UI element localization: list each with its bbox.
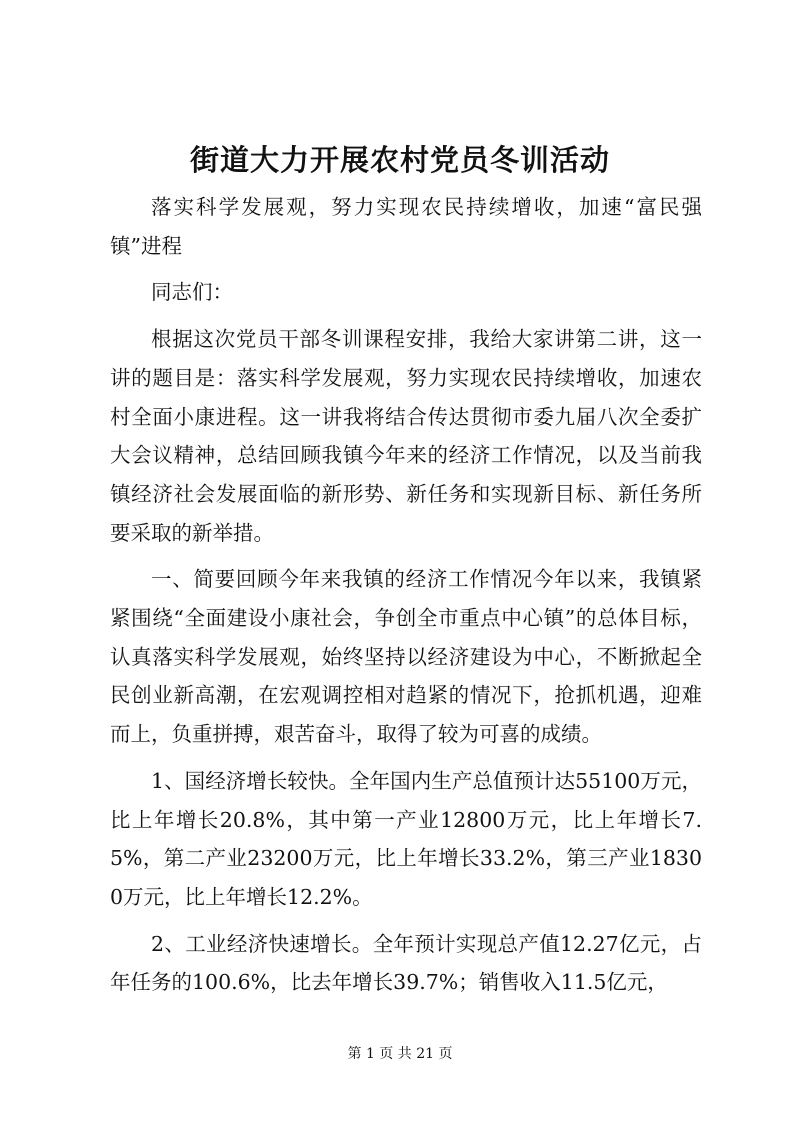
subtitle-paragraph: 落实科学发展观，努力实现农民持续增收，加速“富民强镇”进程 xyxy=(110,195,702,258)
industry-growth-paragraph: 2、工业经济快速增长。全年预计实现总产值12.27亿元，占年任务的100.6%，比去年增长39.7%；销售收入11.5亿元， xyxy=(110,931,702,995)
document-body xyxy=(110,188,702,1010)
document-title: 街道大力开展农村党员冬训活动 xyxy=(189,143,610,177)
salutation-paragraph: 同志们： xyxy=(151,280,233,305)
economy-growth-paragraph: 1、国经济增长较快。全年国内生产总值预计达55100万元，比上年增长20.8%，其中第一产业12800万元，比上年增长7.5%，第二产业23200万元，比上年增长33.2%，第三产业18300万元，比上年增长12.2%。 xyxy=(110,768,702,909)
page-footer: 第 1 页 共 21 页 xyxy=(347,1046,453,1062)
section-one-paragraph: 一、简要回顾今年来我镇的经济工作情况今年以来，我镇紧紧围绕“全面建设小康社会，争创全市重点中心镇”的总体目标，认真落实科学发展观，始终坚持以经济建设为中心，不断掀起全民创业新高潮，在宏观调控相对趋紧的情况下，抢抓机遇，迎难而上，负重拼搏，艰苦奋斗，取得了较为可喜的成绩。 xyxy=(110,567,702,747)
intro-paragraph: 根据这次党员干部冬训课程安排，我给大家讲第二讲，这一讲的题目是：落实科学发展观，努力实现农民持续增收，加速农村全面小康进程。这一讲我将结合传达贯彻市委九届八次全委扩大会议精神，总结回顾我镇今年来的经济工作情况，以及当前我镇经济社会发展面临的新形势、新任务和实现新目标、新任务所要采取的新举措。 xyxy=(110,327,702,545)
